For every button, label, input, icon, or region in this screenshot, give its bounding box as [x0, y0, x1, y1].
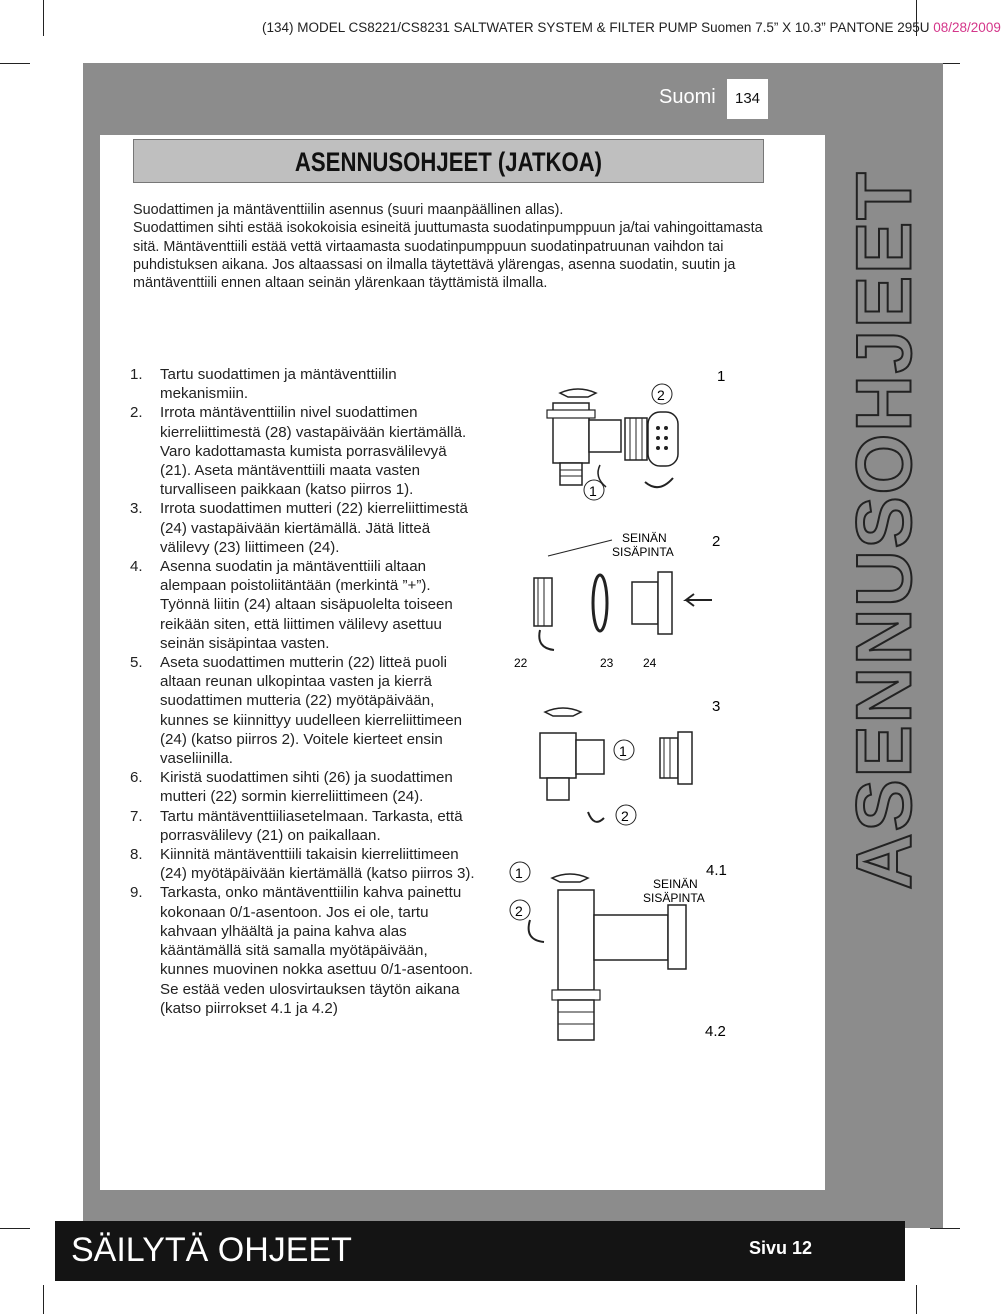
step-item	[130, 807, 480, 845]
valve-handle	[552, 874, 588, 882]
valve-handle	[545, 708, 581, 716]
valve-handle	[560, 389, 596, 397]
wall-label-line1: SEINÄN	[622, 531, 667, 545]
intro-body: Suodattimen sihti estää isokokoisia esineitä juuttumasta suodatinpumppuun ja/tai vahingoittamasta sitä. Mäntäventtiili estää vettä virtaamasta suodatinpumppuun suodatinpatruunan vaihdon tai puhdistuksen aikana. Jos altaassasi on ilmalla täytettävä ylärengas, asenna suodatin, suutin ja mäntäventtiili ennen altaan seinän ylärenkaan täyttämistä ilmalla.	[133, 220, 763, 292]
step-text: Tarkasta, onko mäntäventtiilin kahva painettu kokonaan 0/1-asentoon. Jos ei ole, tartu kahvaan ylhäältä ja paina kahva alas kääntämällä sitä samalla myötäpäivään, kunnes muovinen nokka asettuu 0/1-asentoon. Se estää veden ulosvirtauksen täytön aikana (katso piirrokset 4.1 ja 4.2)	[160, 884, 473, 1017]
step-item	[130, 403, 480, 499]
step-number: 4.	[130, 558, 143, 576]
step-item	[130, 499, 480, 557]
step-number: 1.	[130, 366, 143, 383]
part-number: 22	[514, 656, 528, 670]
crop-mark	[0, 1228, 30, 1229]
figure-1-callout: 1	[589, 483, 597, 499]
push-arrow-icon	[686, 594, 712, 606]
figure-4-1	[510, 862, 727, 1040]
step-number: 5.	[130, 654, 143, 672]
figure-3-callout: 2	[621, 808, 629, 824]
step-text: Irrota mäntäventtiilin nivel suodattimen kierreliittimestä (28) vastapäivään kiertämällä. Varo kadottamasta kumista porrasvälilevyä (21). Aseta mäntäventtiili maata vasten turvalliseen paikkaan (katso piirros 1).	[160, 404, 467, 499]
intro-text	[133, 201, 765, 292]
figure-1-callout: 2	[657, 387, 665, 403]
crop-mark	[916, 1285, 917, 1314]
language-tab: Suomi	[659, 86, 716, 108]
step-item	[130, 845, 480, 883]
step-number: 9.	[130, 884, 143, 902]
valve-body	[558, 890, 594, 990]
wall-label-line1: SEINÄN	[653, 877, 698, 891]
valve-body	[540, 733, 576, 778]
wall-label-line2: SISÄPINTA	[643, 891, 705, 905]
figure-3-callout: 1	[619, 743, 627, 759]
rotation-arrow-icon	[529, 920, 544, 942]
figure-4-2	[705, 1023, 726, 1040]
rotation-arrow-icon	[539, 630, 554, 650]
rotation-arrow-icon	[588, 812, 604, 822]
rotation-arrow-icon	[645, 478, 673, 487]
step-text: Irrota suodattimen mutteri (22) kierreliittimestä (24) vastapäivään kiertämällä. Jätä litteä välilevy (23) liittimeen (24).	[160, 500, 468, 556]
step-item	[130, 768, 480, 806]
page-title: ASENNUSOHJEET (JATKOA)	[294, 147, 603, 177]
page-number: 134	[727, 79, 768, 119]
figure-1	[547, 368, 725, 500]
sidebar-section	[826, 135, 943, 1190]
crop-mark	[0, 63, 30, 64]
print-header	[262, 20, 1001, 35]
crop-mark	[43, 1285, 44, 1314]
crop-mark	[930, 1228, 960, 1229]
figure-1-label: 1	[717, 368, 726, 385]
print-header-date: 08/28/2009	[933, 20, 1001, 35]
step-number: 7.	[130, 807, 143, 825]
figure-2	[514, 531, 720, 670]
step-item	[130, 365, 480, 403]
step-item	[130, 653, 480, 768]
intro-heading: Suodattimen ja mäntäventtiilin asennus (suuri maanpäällinen allas).	[133, 202, 564, 218]
part-number: 24	[643, 656, 657, 670]
figure-2-label: 2	[712, 533, 721, 550]
flat-washer	[593, 575, 607, 631]
installation-figures	[500, 355, 760, 1055]
footer-title: SÄILYTÄ OHJEET	[71, 1231, 352, 1269]
sidebar-vertical-title: ASENNUSOHJEET	[839, 170, 928, 890]
figure-4-1-label: 4.1	[706, 862, 727, 879]
figure-4-1-callout: 1	[515, 865, 523, 881]
step-text: Aseta suodattimen mutterin (22) litteä puoli altaan reunan ulkopintaa vasten ja kierrä suodattimen mutteria (22) myötäpäivään, kunnes se kiinnittyy uudelleen kierreliittimeen (24) (katso piirros 2). Voitele kierteet ensin vaseliinilla.	[160, 654, 463, 768]
step-text: Asenna suodatin ja mäntäventtiili altaan alempaan poistoliitäntään (merkintä ”+”). Työnnä liitin (24) altaan sisäpuolelta toiseen reikään siten, että liittimen välilevy asettuu seinän sisäpintaa vasten.	[160, 558, 453, 652]
instruction-steps	[130, 365, 480, 1018]
figure-3	[540, 698, 720, 825]
step-text: Tartu suodattimen ja mäntäventtiilin mekanismiin.	[160, 366, 397, 403]
step-number: 3.	[130, 500, 143, 518]
step-number: 6.	[130, 769, 143, 787]
step-text: Kiinnitä mäntäventtiili takaisin kierreliittimeen (24) myötäpäivään kiertämällä (katso piirros 3).	[160, 846, 475, 883]
step-text: Kiristä suodattimen sihti (26) ja suodattimen mutteri (22) sormin kierreliittimeen (24).	[160, 769, 453, 806]
footer-page: Sivu 12	[749, 1238, 813, 1258]
figure-3-label: 3	[712, 698, 721, 715]
step-item	[130, 883, 480, 1017]
figure-4-1-callout: 2	[515, 903, 523, 919]
title-bar	[133, 139, 764, 183]
filter-nut	[534, 578, 552, 626]
step-number: 8.	[130, 846, 143, 864]
strainer-screen	[648, 412, 678, 466]
crop-mark	[43, 0, 44, 36]
step-text: Tartu mäntäventtiiliasetelmaan. Tarkasta, että porrasvälilevy (21) on paikallaan.	[160, 807, 463, 844]
wall-label-line2: SISÄPINTA	[612, 545, 674, 559]
step-number: 2.	[130, 404, 143, 422]
threaded-fitting	[660, 738, 678, 778]
step-item	[130, 557, 480, 653]
print-header-text: (134) MODEL CS8221/CS8231 SALTWATER SYSTEM & FILTER PUMP Suomen 7.5” X 10.3” PANTONE 295U	[262, 20, 930, 35]
figure-4-2-label: 4.2	[705, 1023, 726, 1040]
threaded-fitting	[632, 582, 658, 624]
part-number: 23	[600, 656, 614, 670]
